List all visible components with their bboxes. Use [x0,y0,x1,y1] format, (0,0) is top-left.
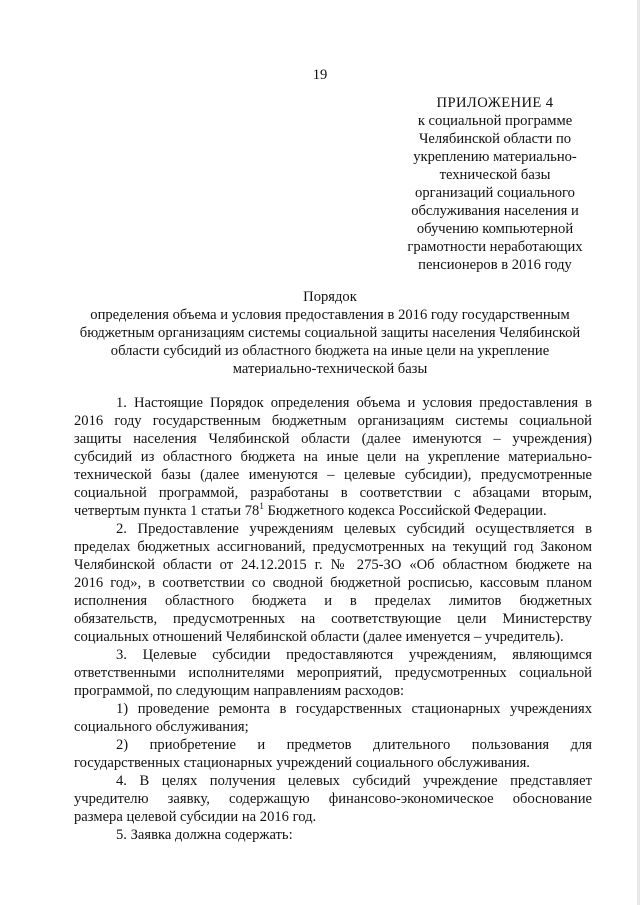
text-line: субсидий из областного бюджета на иные цели на укрепление материально- [74,449,592,465]
document-heading [70,288,590,378]
text-line: обязательств, предусмотренных на соответствующие цели Министерству [74,611,592,627]
heading-line: определения объема и условия предоставления в 2016 году государственным [90,307,570,323]
appendix-title: ПРИЛОЖЕНИЕ 4 [436,95,554,111]
page-number: 19 [312,67,328,83]
heading-line: бюджетным организациям системы социальной защиты населения Челябинской [79,325,581,341]
text-fragment: Бюджетного кодекса Российской Федерации. [263,503,547,519]
text-line: 4. В целях получения целевых субсидий учреждение представляет [116,773,592,789]
text-line: социальных отношений Челябинской области (далее именуется – учредитель). [74,629,564,645]
paragraph-1 [74,394,592,520]
appendix-line: к социальной программе [417,113,573,129]
text-line: 2. Предоставление учреждениям целевых субсидий осуществляется в [116,521,592,537]
text-line: ответственными исполнителями мероприятий, предусмотренных социальной [74,665,592,681]
text-line: Челябинской области от 24.12.2015 г. № 275-ЗО «Об областном бюджете на [74,557,592,573]
paragraph-2 [74,520,592,646]
text-line [74,502,592,520]
paragraph-4 [74,772,592,826]
superscript: 1 [259,501,264,511]
text-fragment: четвертым пункта 1 статьи 78 [74,503,260,519]
text-line: 2016 год», в соответствии со сводной бюджетной росписью, кассовым планом [74,575,592,591]
text-line: размера целевой субсидии на 2016 год. [74,809,317,825]
list-item-1 [74,700,592,736]
appendix-line: обслуживания населения и [411,203,579,219]
appendix-line: пенсионеров в 2016 году [418,257,572,273]
text-line: социальной программой, разработаны в соответствии с абзацами вторым, [74,485,592,501]
appendix-block [400,94,590,274]
appendix-line: укреплению материально- [413,149,577,165]
text-line: 2016 году государственным бюджетным организациям системы социальной [74,413,592,429]
heading-title: Порядок [303,289,357,305]
appendix-line: грамотности неработающих [407,239,583,255]
appendix-line: технической базы [439,167,551,183]
text-line: социального обслуживания; [74,719,249,735]
text-line: государственных стационарных учреждений социального обслуживания. [74,755,530,771]
text-line: пределах бюджетных ассигнований, предусмотренных на текущий год Законом [74,539,592,555]
text-line: 1) проведение ремонта в государственных стационарных учреждениях [116,701,592,717]
appendix-line: организаций социального [415,185,575,201]
text-line: 5. Заявка должна содержать: [116,827,293,843]
heading-line: области субсидий из областного бюджета на иные цели на укрепление [110,343,550,359]
appendix-line: обучению компьютерной [416,221,574,237]
text-line: учредителю заявку, содержащую финансово-экономическое обоснование [74,791,592,807]
text-line: 1. Настоящие Порядок определения объема и условия предоставления в [116,395,592,411]
text-line: исполнения областного бюджета и в пределах лимитов бюджетных [74,593,592,609]
text-line: программой, по следующим направлениям расходов: [74,683,405,699]
text-line: 3. Целевые субсидии предоставляются учреждениям, являющимся [116,647,592,663]
list-item-2 [74,736,592,772]
paragraph-3 [74,646,592,700]
paragraph-5 [74,826,592,844]
text-line: 2) приобретение и предметов длительного пользования для [116,737,592,753]
document-body [74,394,592,844]
heading-line: материально-технической базы [232,361,428,377]
text-line: защиты населения Челябинской области (далее именуются – учреждения) [74,431,592,447]
text-line: технической базы (далее именуются – целевые субсидии), предусмотренные [74,467,592,483]
appendix-line: Челябинской области по [418,131,572,147]
